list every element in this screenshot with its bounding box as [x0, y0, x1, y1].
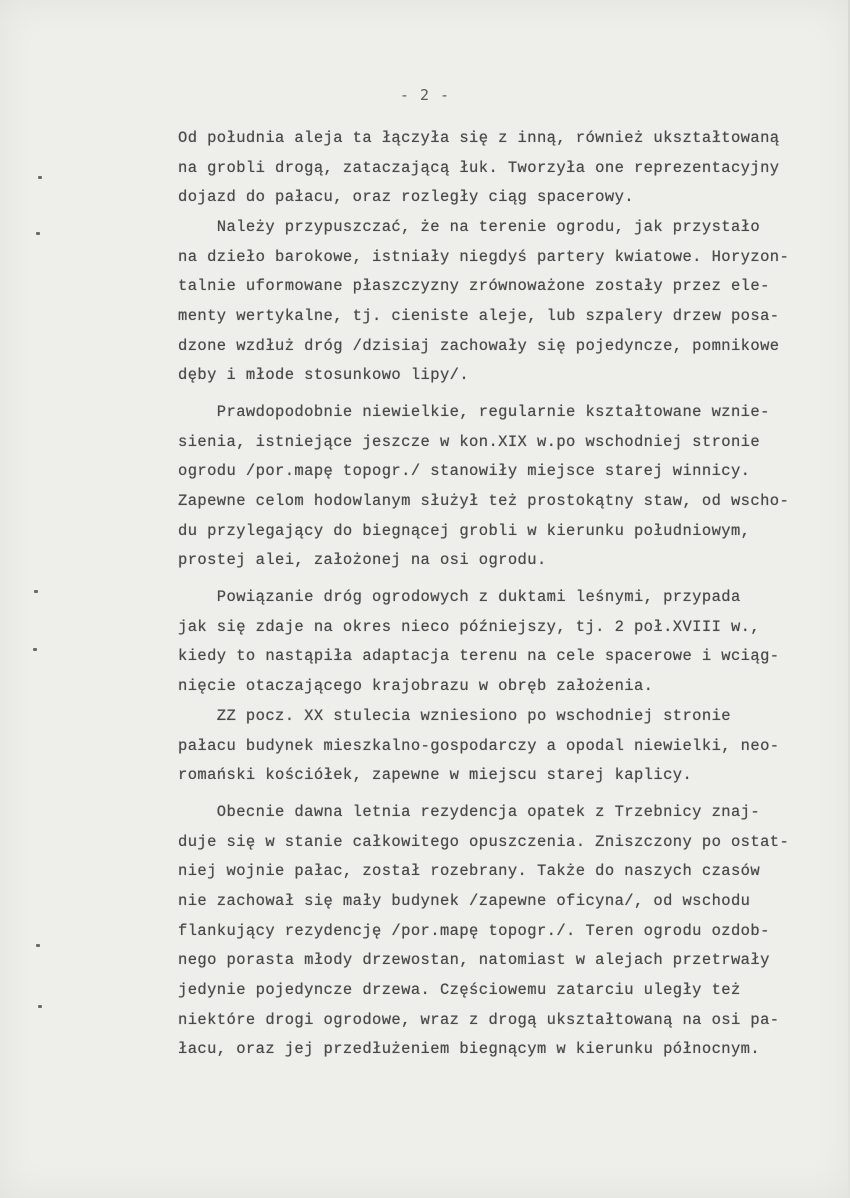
text-line: flankujący rezydencję /por.mapę topogr./. Teren ogrodu ozdob- — [178, 922, 770, 940]
text-line: jedynie pojedyncze drzewa. Częściowemu zatarciu uległy też — [178, 981, 741, 999]
text-line: nięcie otaczającego krajobrazu w obręb założenia. — [178, 677, 654, 695]
text-line: Należy przypuszczać, że na terenie ogrodu, jak przystało — [178, 218, 761, 236]
text-line: Zapewne celom hodowlanym służył też prostokątny staw, od wscho- — [178, 492, 790, 510]
text-line: dęby i młode stosunkowo lipy/. — [178, 366, 470, 384]
text-line: łacu, oraz jej przedłużeniem biegnącym w kierunku północnym. — [178, 1040, 761, 1058]
scan-mark — [36, 944, 40, 947]
text-line: dzone wzdłuż dróg /dzisiaj zachowały się pojedyncze, pomnikowe — [178, 337, 780, 355]
text-line: nego porasta młody drzewostan, natomiast w alejach przetrwały — [178, 951, 770, 969]
text-line: na dzieło barokowe, istniały niegdyś partery kwiatowe. Horyzon- — [178, 248, 790, 266]
text-line: niektóre drogi ogrodowe, wraz z drogą ukształtowaną na osi pa- — [178, 1011, 780, 1029]
text-line: menty wertykalne, tj. cieniste aleje, lub szpalery drzew posa- — [178, 307, 780, 325]
text-line: Obecnie dawna letnia rezydencja opatek z Trzebnicy znaj- — [178, 803, 761, 821]
text-line: romański kościółek, zapewne w miejscu starej kaplicy. — [178, 766, 693, 784]
text-line: Od południa aleja ta łączyła się z inną, również ukształtowaną — [178, 129, 780, 147]
scan-mark — [34, 590, 38, 593]
text-line: jak się zdaje na okres nieco późniejszy, tj. 2 poł.XVIII w., — [178, 618, 761, 636]
text-line: pałacu budynek mieszkalno-gospodarczy a opodal niewielki, neo- — [178, 737, 780, 755]
text-line: ZZ pocz. XX stulecia wzniesiono po wschodniej stronie — [178, 707, 731, 725]
scan-mark — [38, 176, 42, 179]
scan-mark — [33, 648, 37, 651]
page-number: - 2 - — [399, 86, 451, 104]
text-line: dojazd do pałacu, oraz rozległy ciąg spacerowy. — [178, 188, 634, 206]
text-line: nie zachował się mały budynek /zapewne oficyna/, od wschodu — [178, 892, 751, 910]
text-line: kiedy to nastąpiła adaptacja terenu na cele spacerowe i wciąg- — [178, 647, 780, 665]
scan-mark — [38, 1005, 42, 1008]
text-line: prostej alei, założonej na osi ogrodu. — [178, 551, 547, 569]
text-line: du przylegający do biegnącej grobli w kierunku południowym, — [178, 522, 751, 540]
text-line: talnie uformowane płaszczyzny zrównoważone zostały przez ele- — [178, 277, 770, 295]
text-line: Prawdopodobnie niewielkie, regularnie kształtowane wznie- — [178, 403, 770, 421]
text-line: niej wojnie pałac, został rozebrany. Także do naszych czasów — [178, 862, 761, 880]
text-line: ogrodu /por.mapę topogr./ stanowiły miejsce starej winnicy. — [178, 462, 751, 480]
text-line: sienia, istniejące jeszcze w kon.XIX w.po wschodniej stronie — [178, 433, 761, 451]
text-line: na grobli drogą, zataczającą łuk. Tworzyła one reprezentacyjny — [178, 159, 780, 177]
text-line: duje się w stanie całkowitego opuszczenia. Zniszczony po ostat- — [178, 833, 790, 851]
scan-mark — [36, 232, 40, 235]
text-line: Powiązanie dróg ogrodowych z duktami leśnymi, przypada — [178, 588, 741, 606]
